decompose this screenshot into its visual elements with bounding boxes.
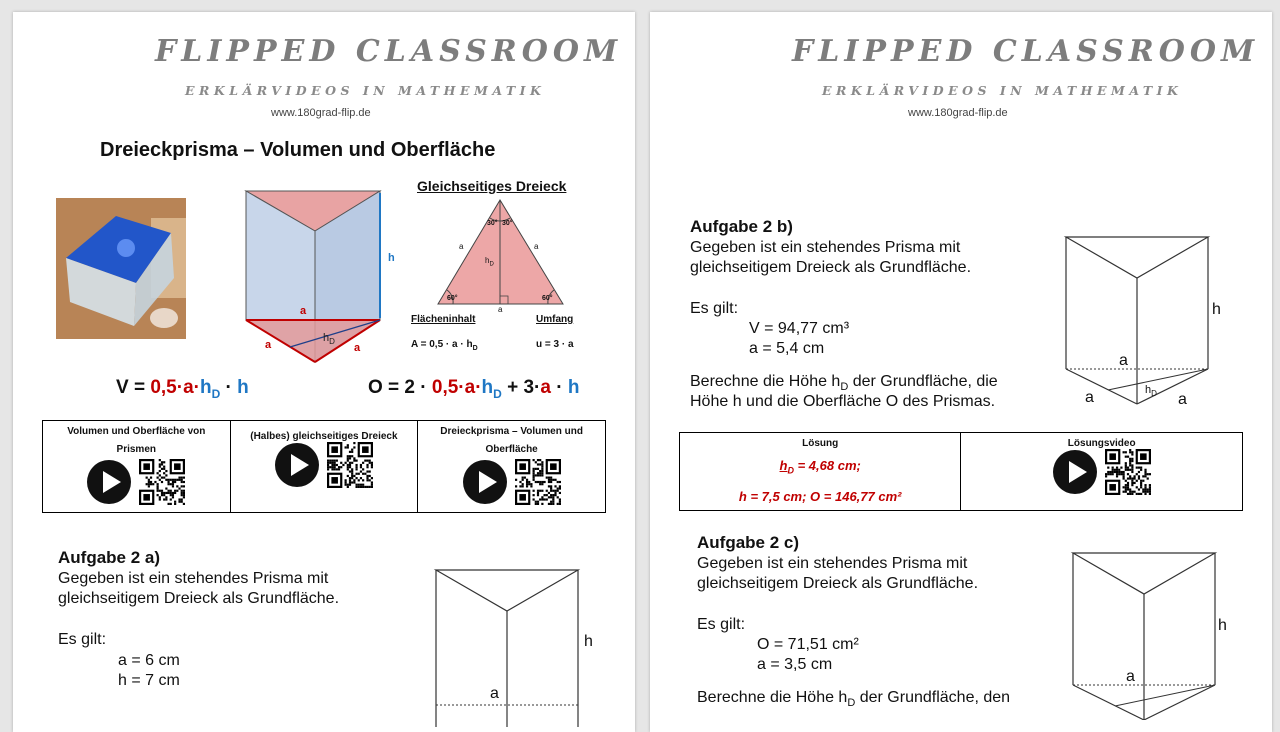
qr-code-icon[interactable] [1105, 449, 1151, 495]
solution-video-label: Lösungsvideo [1067, 438, 1136, 449]
play-icon[interactable] [275, 443, 319, 487]
task-c-fig-h: h [1218, 617, 1227, 634]
video-cell[interactable] [418, 421, 606, 513]
prism-hd-label: $h_D$ [323, 332, 335, 347]
solution-label: Lösung [802, 438, 839, 449]
angle-top-right: 30° [502, 220, 513, 227]
task-a-given1: a = 6 cm [118, 652, 180, 669]
task-a-given-label: Es gilt: [58, 631, 107, 648]
play-icon[interactable] [463, 460, 507, 504]
triangle-side-right: a [534, 242, 539, 251]
task-b-given-label: Es gilt: [690, 300, 739, 317]
task-c-line2: gleichseitigem Dreieck als Grundfläche. [697, 575, 979, 592]
logo-subtitle: ERKLÄRVIDEOS IN MATHEMATIK [822, 83, 1183, 98]
triangle-side-base: a [498, 305, 503, 314]
qr-code-icon[interactable] [515, 459, 561, 505]
play-icon[interactable] [87, 460, 131, 504]
worksheet-page-left [13, 12, 635, 732]
task-b-fig-h: h [1212, 301, 1221, 318]
solution-table [679, 432, 1243, 511]
perimeter-label: Umfang [536, 314, 574, 325]
triangle-side-left: a [459, 242, 464, 251]
prism-a-label: a [300, 305, 307, 317]
task-c-fig-a: a [1126, 668, 1135, 685]
task-b-fig-hd: $h_D$ [1145, 384, 1157, 399]
task-c-line1: Gegeben ist ein stehendes Prisma mit [697, 555, 968, 572]
task-c-heading: Aufgabe 2 c) [697, 533, 800, 552]
triangle-height: $h_D$ [485, 256, 494, 268]
task-a-line1: Gegeben ist ein stehendes Prisma mit [58, 570, 329, 587]
task-a-given2: h = 7 cm [118, 672, 180, 689]
task-b-heading: Aufgabe 2 b) [690, 217, 793, 236]
triangle-heading: Gleichseitiges Dreieck [417, 178, 567, 194]
solution-line2: h = 7,5 cm; O = 146,77 cm² [738, 488, 902, 504]
video-cell[interactable] [230, 421, 418, 513]
task-c-question1: Berechne die Höhe $h_D$ der Grundfläche, den [697, 689, 1011, 710]
solution-cell [680, 433, 961, 511]
perimeter-formula: u = 3 · a [536, 339, 574, 350]
task-b-fig-a-right: a [1178, 391, 1187, 408]
task-b-given2: a = 5,4 cm [749, 340, 825, 357]
solution-line1: $h_D = 4,68$ cm; [779, 458, 861, 476]
prism-h-label: h [388, 252, 395, 264]
task-b-line1: Gegeben ist ein stehendes Prisma mit [690, 239, 961, 256]
qr-code-icon[interactable] [139, 459, 185, 505]
task-c-given1: O = 71,51 cm² [757, 636, 859, 653]
task-c-given-label: Es gilt: [697, 616, 746, 633]
task-a-fig-a: a [490, 685, 499, 702]
page-title: Dreieckprisma – Volumen und Oberfläche [100, 139, 496, 161]
worksheet-page-right [650, 12, 1272, 732]
logo-url[interactable]: www.180grad-flip.de [271, 107, 371, 119]
surface-formula: $O = 2 \cdot 0,5\cdot a\cdot h_D + 3\cdot a \cdot h$ [368, 377, 580, 401]
prism-diagram [238, 187, 398, 367]
logo-title: FLIPPED CLASSROOM [155, 34, 623, 69]
task-b-fig-a-left: a [1085, 389, 1094, 406]
task-c-prism-diagram [1070, 550, 1220, 720]
task-b-line2: gleichseitigem Dreieck als Grundfläche. [690, 259, 972, 276]
task-c-given2: a = 3,5 cm [757, 656, 833, 673]
video-title: Dreieckprisma – Volumen und Oberfläche [440, 426, 583, 455]
area-label: Flächeninhalt [411, 314, 476, 325]
task-a-heading: Aufgabe 2 a) [58, 548, 161, 567]
task-b-fig-a: a [1119, 352, 1128, 369]
video-links-table [42, 420, 606, 513]
task-b-question2: Höhe h und die Oberfläche O des Prismas. [690, 393, 996, 410]
video-title: Volumen und Oberfläche von Prismen [67, 426, 206, 455]
equilateral-triangle-diagram [433, 196, 568, 308]
video-cell[interactable] [43, 421, 231, 513]
angle-base-left: 60° [447, 295, 458, 302]
prism-a-left-label: a [265, 339, 272, 351]
task-b-given1: V = 94,77 cm³ [749, 320, 850, 337]
task-b-prism-diagram [1063, 234, 1213, 412]
area-formula: $A = 0,5 \cdot a \cdot h_D$ [411, 339, 478, 352]
qr-code-icon[interactable] [327, 442, 373, 488]
prism-photo [56, 198, 186, 339]
logo-subtitle: ERKLÄRVIDEOS IN MATHEMATIK [185, 83, 546, 98]
angle-top-left: 30° [487, 220, 498, 227]
logo-url[interactable]: www.180grad-flip.de [908, 107, 1008, 119]
task-a-prism-diagram [433, 567, 583, 727]
video-title: (Halbes) gleichseitiges Dreieck [250, 431, 398, 442]
angle-base-right: 60° [542, 295, 553, 302]
task-a-line2: gleichseitigem Dreieck als Grundfläche. [58, 590, 340, 607]
logo-title: FLIPPED CLASSROOM [792, 34, 1260, 69]
solution-video-cell[interactable] [961, 433, 1243, 511]
prism-a-right-label: a [354, 342, 361, 354]
task-b-question1: Berechne die Höhe $h_D$ der Grundfläche, die [690, 373, 998, 394]
play-icon[interactable] [1053, 450, 1097, 494]
volume-formula: $V = 0,5\cdot a\cdot h_D \cdot h$ [116, 377, 249, 401]
task-a-fig-h: h [584, 633, 593, 650]
